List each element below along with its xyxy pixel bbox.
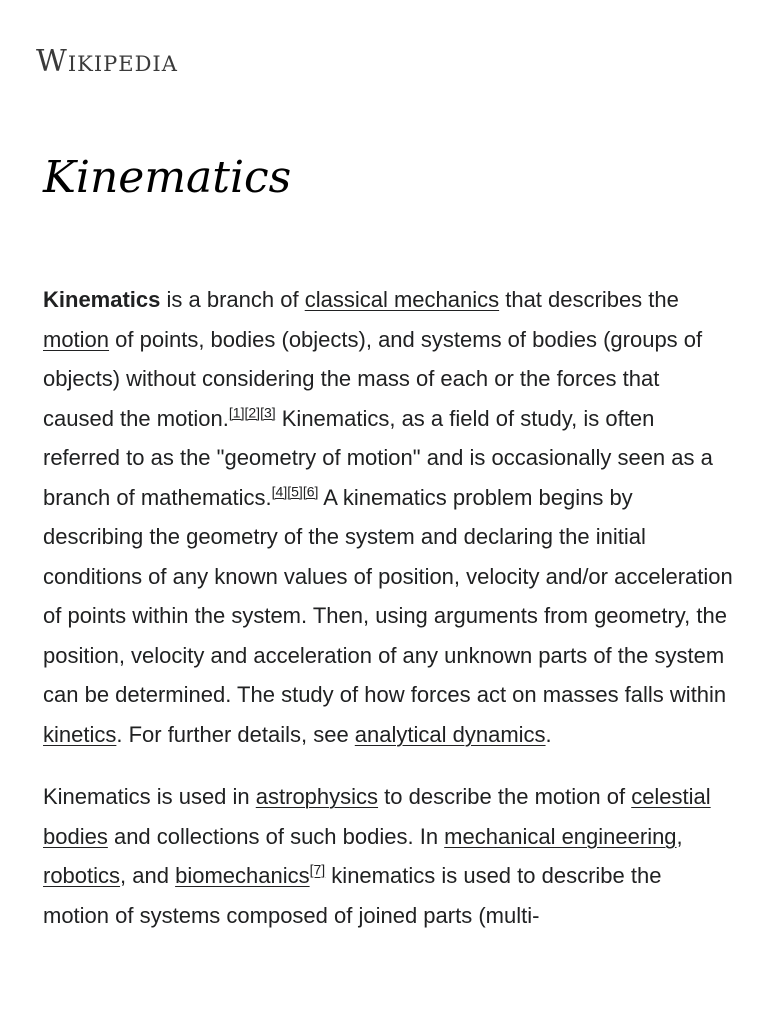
bold-term: Kinematics — [43, 287, 161, 312]
reference-link-4[interactable]: [4] — [271, 483, 288, 500]
reference-link-5[interactable]: [5] — [287, 483, 303, 500]
reference-link-1[interactable]: [1] — [228, 404, 245, 421]
text-run: kinematics is used to describe the motion of systems composed of joined parts (multi- — [43, 863, 662, 928]
text-run: , and — [120, 863, 176, 888]
text-run: . — [545, 721, 552, 747]
wikipedia-wordmark-logo[interactable]: Wikipedia — [36, 44, 178, 79]
text-run: and collections of such bodies. In — [107, 823, 445, 849]
link-analytical-dynamics[interactable]: analytical dynamics — [354, 721, 546, 747]
link-astrophysics[interactable]: astrophysics — [255, 784, 379, 809]
link-motion[interactable]: motion — [43, 326, 110, 352]
reference-link-7[interactable]: [7] — [309, 861, 326, 878]
text-run: A kinematics problem begins by describing the geometry of the system and declaring the initial conditions of any known values of position, velocity and/or acceleration of points within the system. Then, using arguments from geometry, the position, velocity and acceleration of any unknown parts of the system can be determined. The study of how forces act on masses falls within — [43, 484, 733, 707]
text-run: of points, bodies (objects), and systems of bodies (groups of objects) without considering the mass of each or the forces that caused the motion. — [43, 326, 703, 431]
reference-group — [310, 862, 326, 878]
text-run: is a branch of — [160, 287, 305, 312]
text-run: that describes the — [499, 287, 679, 312]
reference-group — [272, 483, 319, 499]
article-body — [43, 280, 733, 958]
text-run: Kinematics is used in — [43, 784, 256, 809]
reference-link-3[interactable]: [3] — [260, 404, 276, 421]
text-run: , — [676, 823, 683, 849]
reference-group — [229, 404, 276, 420]
link-classical-mechanics[interactable]: classical mechanics — [304, 287, 500, 312]
text-run: . For further details, see — [116, 721, 355, 747]
text-run: to describe the motion of — [378, 784, 632, 809]
site-header — [36, 40, 178, 84]
link-robotics[interactable]: robotics — [43, 863, 121, 888]
reference-link-6[interactable]: [6] — [302, 483, 319, 500]
link-celestial-bodies[interactable]: celestial bodies — [43, 784, 711, 849]
reference-link-2[interactable]: [2] — [244, 404, 261, 421]
page-title: Kinematics — [43, 152, 292, 203]
link-kinetics[interactable]: kinetics — [43, 721, 117, 747]
article-paragraph-2 — [43, 777, 733, 935]
link-mechanical-engineering[interactable]: mechanical engineering — [444, 823, 677, 849]
link-biomechanics[interactable]: biomechanics — [175, 863, 310, 888]
article-paragraph-1 — [43, 280, 733, 754]
text-run: Kinematics, as a field of study, is often referred to as the "geometry of motion" and is occasionally seen as a branch of mathematics. — [43, 405, 713, 510]
